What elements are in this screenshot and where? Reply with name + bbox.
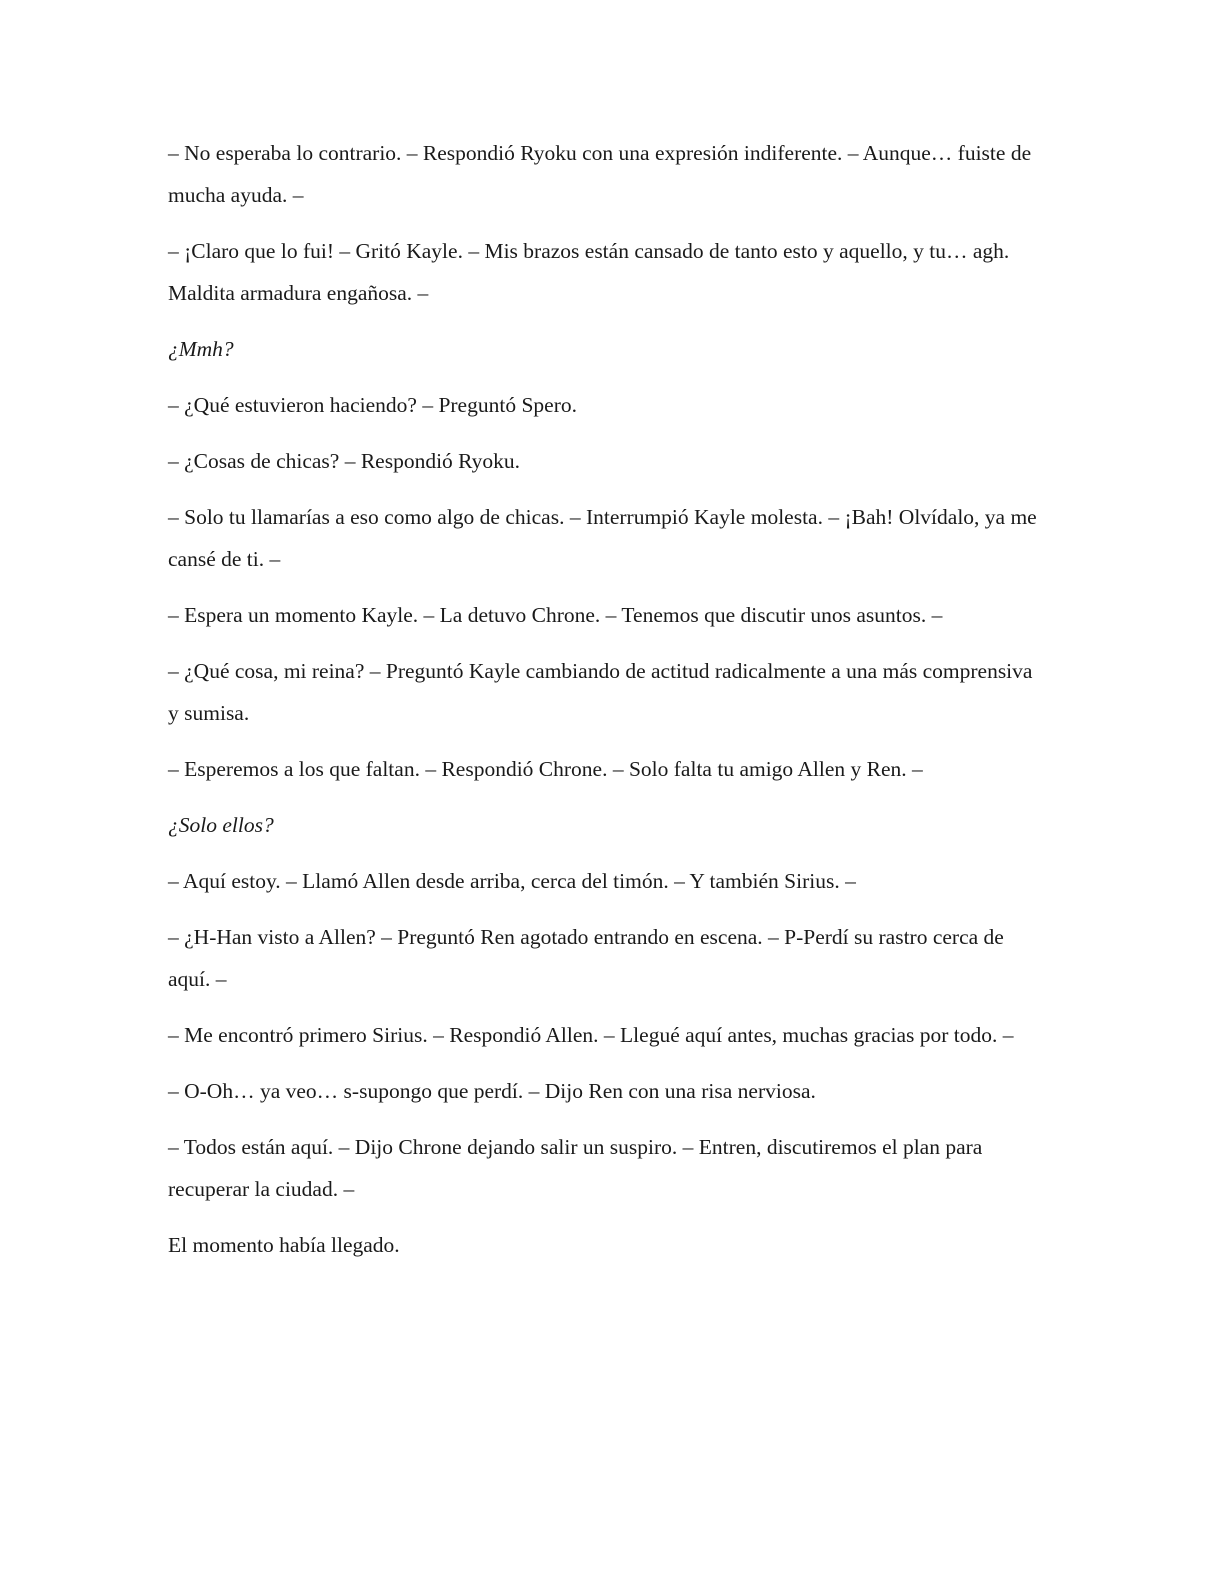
document-page (168, 132, 1048, 1280)
paragraph-1: – No esperaba lo contrario. – Respondió Ryoku con una expresión indiferente. – Aunque… fuiste de mucha ayuda. – (168, 141, 1032, 207)
paragraph-4: – ¿Qué estuvieron haciendo? – Preguntó Spero. (168, 393, 577, 417)
paragraph-10-thought: ¿Solo ellos? (168, 813, 274, 837)
paragraph-16: El momento había llegado. (168, 1233, 400, 1257)
paragraph-13: – Me encontró primero Sirius. – Respondió Allen. – Llegué aquí antes, muchas gracias por todo. – (168, 1023, 1014, 1047)
paragraph-2: – ¡Claro que lo fui! – Gritó Kayle. – Mis brazos están cansado de tanto esto y aquello, y tu… agh. Maldita armadura engañosa. – (168, 239, 1010, 305)
paragraph-9: – Esperemos a los que faltan. – Respondió Chrone. – Solo falta tu amigo Allen y Ren. – (168, 757, 923, 781)
paragraph-15: – Todos están aquí. – Dijo Chrone dejando salir un suspiro. – Entren, discutiremos el plan para recuperar la ciudad. – (168, 1135, 983, 1201)
paragraph-3-thought: ¿Mmh? (168, 337, 234, 361)
paragraph-6: – Solo tu llamarías a eso como algo de chicas. – Interrumpió Kayle molesta. – ¡Bah! Olvídalo, ya me cansé de ti. – (168, 505, 1037, 571)
paragraph-8: – ¿Qué cosa, mi reina? – Preguntó Kayle cambiando de actitud radicalmente a una más comprensiva y sumisa. (168, 659, 1033, 725)
paragraph-7: – Espera un momento Kayle. – La detuvo Chrone. – Tenemos que discutir unos asuntos. – (168, 603, 943, 627)
paragraph-14: – O-Oh… ya veo… s-supongo que perdí. – Dijo Ren con una risa nerviosa. (168, 1079, 816, 1103)
paragraph-12: – ¿H-Han visto a Allen? – Preguntó Ren agotado entrando en escena. – P-Perdí su rastro cerca de aquí. – (168, 925, 1004, 991)
paragraph-5: – ¿Cosas de chicas? – Respondió Ryoku. (168, 449, 521, 473)
paragraph-11: – Aquí estoy. – Llamó Allen desde arriba, cerca del timón. – Y también Sirius. – (168, 869, 856, 893)
